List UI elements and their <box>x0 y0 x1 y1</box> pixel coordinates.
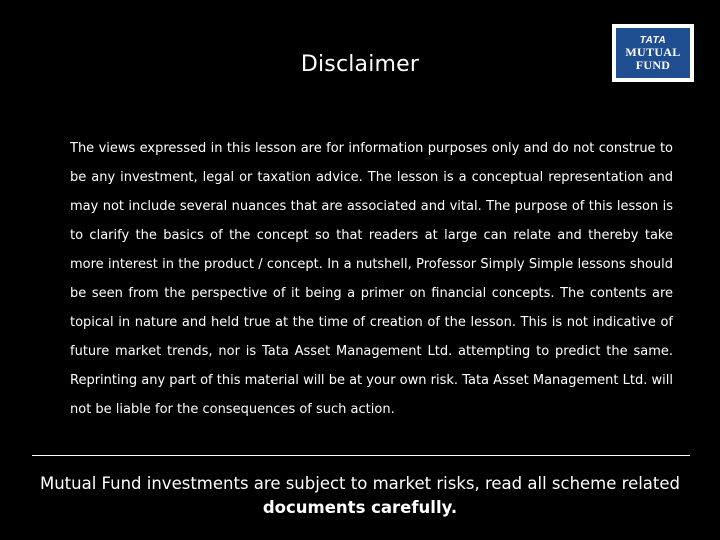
disclaimer-body: The views expressed in this lesson are for information purposes only and do not construe to be any investment, legal or taxation advice. The lesson is a conceptual representation and may not include several nuances that are associated and vital. The purpose of this lesson is to clarify the basics of the concept so that readers at large can relate and thereby take more interest in the product / concept. In a nutshell, Professor Simply Simple lessons should be seen from the perspective of it being a primer on financial concepts. The contents are topical in nature and held true at the time of creation of the lesson. This is not indicative of future market trends, nor is Tata Asset Management Ltd. attempting to predict the same. Reprinting any part of this material will be at your own risk. Tata Asset Management Ltd. will not be liable for the consequences of such action. <box>70 141 673 417</box>
logo-line-1: MUTUAL <box>625 44 681 59</box>
logo-brand-text: TATA <box>639 34 667 46</box>
divider <box>32 455 690 456</box>
logo-line-2: FUND <box>635 57 671 72</box>
risk-warning-line-2: documents carefully. <box>262 498 458 517</box>
tata-mutual-fund-logo <box>612 24 694 82</box>
risk-warning <box>30 472 690 520</box>
risk-warning-line-1: Mutual Fund investments are subject to market risks, read all scheme related <box>39 474 681 493</box>
slide-title: Disclaimer <box>300 52 420 77</box>
logo-badge <box>615 27 691 79</box>
